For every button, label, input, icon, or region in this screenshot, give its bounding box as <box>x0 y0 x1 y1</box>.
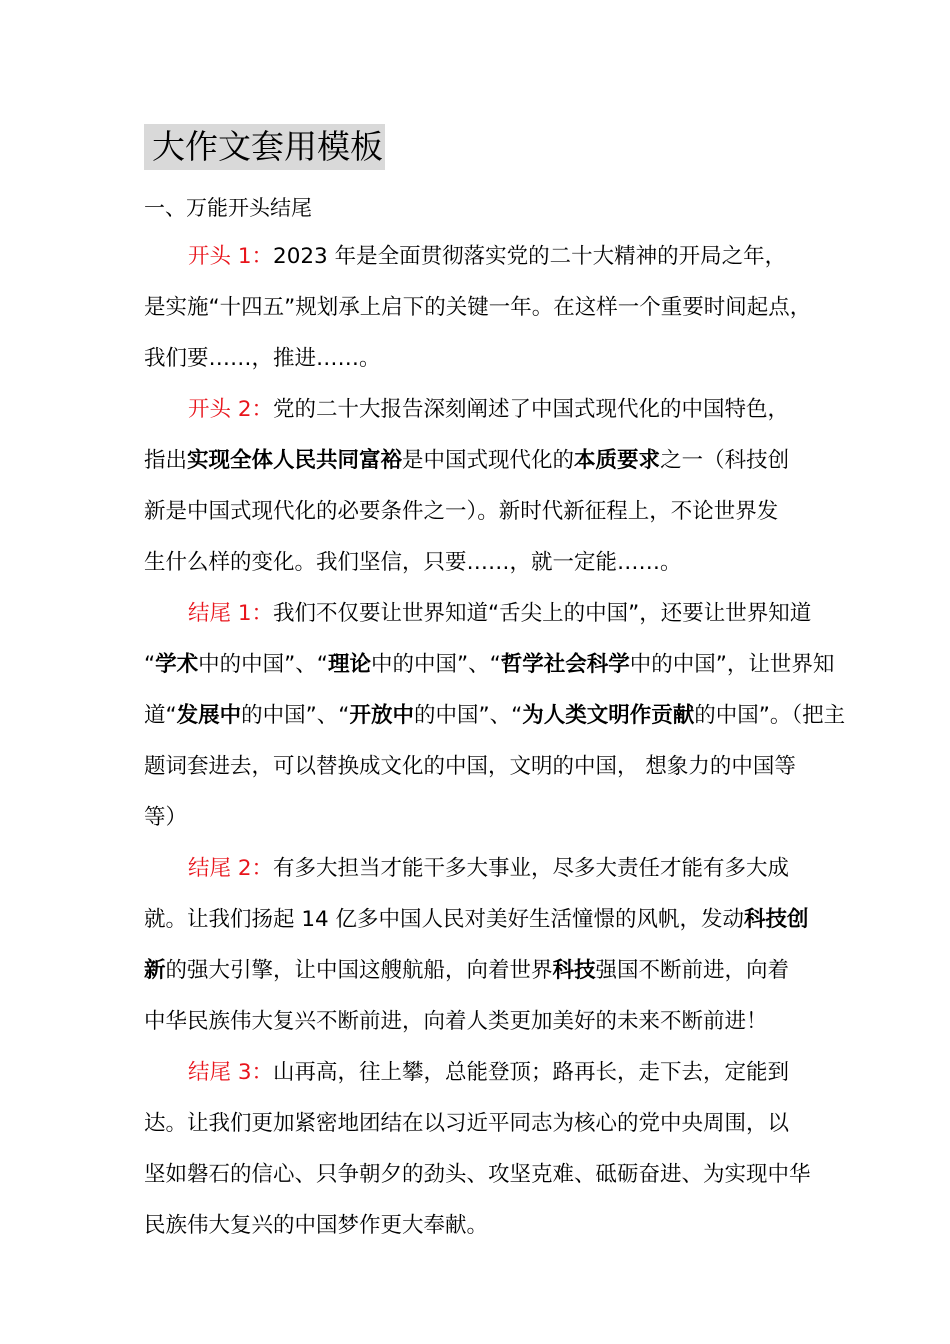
body-text: 党的二十大报告深刻阐述了中国式现代化的中国特色， <box>273 397 790 422</box>
body-text: 我们不仅要让世界知道“舌尖上的中国”，还要让世界知道 <box>273 601 812 626</box>
paragraph-line <box>144 384 824 435</box>
paragraph-opening-1 <box>144 231 824 384</box>
paragraph-opening-2 <box>144 384 824 588</box>
paragraph-line <box>144 894 824 945</box>
paragraph-line <box>144 1200 824 1251</box>
body-text: “ <box>144 652 156 677</box>
body-text: 民族伟大复兴的中国梦作更大奉献。 <box>144 1213 489 1238</box>
body-text: 强国不断前进，向着 <box>595 958 790 983</box>
paragraph-line <box>144 843 824 894</box>
paragraph-line <box>144 1098 824 1149</box>
body-text: 的中国”、“ <box>241 703 350 728</box>
body-text: 我们要……，推进……。 <box>144 346 381 371</box>
paragraph-closing-2 <box>144 843 824 1047</box>
paragraph-line <box>144 996 824 1047</box>
paragraph-line <box>144 741 824 792</box>
body-text: 道“ <box>144 703 177 728</box>
paragraph-line <box>144 588 824 639</box>
paragraph-closing-3 <box>144 1047 824 1251</box>
body-text: 是实施“十四五”规划承上启下的关键一年。在这样一个重要时间起点， <box>144 295 812 320</box>
body-text: 就。让我们扬起 14 亿多中国人民对美好生活憧憬的风帆，发动 <box>144 907 745 932</box>
emphasis-text: 科技 <box>552 958 596 983</box>
emphasis-text: 实现全体人民共同富裕 <box>187 448 403 473</box>
paragraph-line <box>144 435 824 486</box>
body-text: 中的中国”、“ <box>370 652 501 677</box>
emphasis-text: 发展中 <box>176 703 242 728</box>
body-text: 中华民族伟大复兴不断前进，向着人类更加美好的未来不断前进！ <box>144 1009 768 1034</box>
document-title: 大作文套用模板 <box>144 124 385 170</box>
emphasis-text: 哲学社会科学 <box>500 652 630 677</box>
paragraph-line <box>144 1149 824 1200</box>
paragraph-line <box>144 231 824 282</box>
body-text: 题词套进去，可以替换成文化的中国，文明的中国， 想象力的中国等 <box>144 754 796 779</box>
body-text: 的中国”、“ <box>413 703 523 728</box>
body-text: 中的中国”、“ <box>198 652 328 677</box>
paragraph-line <box>144 945 824 996</box>
body-text: 坚如磐石的信心、只争朝夕的劲头、攻坚克难、砥砺奋进、为实现中华 <box>144 1162 811 1187</box>
paragraph-line <box>144 537 824 588</box>
paragraph-label: 结尾 2： <box>188 856 274 881</box>
paragraph-label: 开头 2： <box>188 397 274 422</box>
paragraph-line <box>144 792 824 843</box>
paragraph-line <box>144 333 824 384</box>
body-text: 是中国式现代化的 <box>402 448 575 473</box>
body-text: 2023 年是全面贯彻落实党的二十大精神的开局之年， <box>273 244 787 269</box>
paragraph-label: 结尾 3： <box>188 1060 274 1085</box>
paragraph-closing-1 <box>144 588 846 843</box>
emphasis-text: 本质要求 <box>574 448 661 473</box>
emphasis-text: 科技创 <box>744 907 809 932</box>
body-text: 生什么样的变化。我们坚信，只要……，就一定能……。 <box>144 550 682 575</box>
body-text: 新是中国式现代化的必要条件之一）。新时代新征程上，不论世界发 <box>144 499 779 524</box>
body-text: 的中国”。（把主 <box>694 703 846 728</box>
body-text: 有多大担当才能干多大事业，尽多大责任才能有多大成 <box>273 856 790 881</box>
paragraph-label: 结尾 1： <box>188 601 274 626</box>
emphasis-text: 学术 <box>155 652 199 677</box>
paragraph-line <box>144 486 824 537</box>
paragraph-line <box>144 639 835 690</box>
paragraph-line <box>144 1047 824 1098</box>
body-text: 中的中国”，让世界知 <box>629 652 835 677</box>
paragraph-line <box>144 282 824 333</box>
emphasis-text: 为人类文明作贡献 <box>522 703 695 728</box>
body-text: 等） <box>144 805 188 830</box>
emphasis-text: 理论 <box>327 652 371 677</box>
body-text: 达。让我们更加紧密地团结在以习近平同志为核心的党中央周围，以 <box>144 1111 790 1136</box>
emphasis-text: 开放中 <box>349 703 414 728</box>
paragraph-line <box>144 690 846 741</box>
body-text: 山再高，往上攀，总能登顶；路再长，走下去，定能到 <box>273 1060 790 1085</box>
body-text: 指出 <box>144 448 188 473</box>
paragraph-label: 开头 1： <box>188 244 274 269</box>
body-text: 之一（科技创 <box>660 448 790 473</box>
body-text: 的强大引擎，让中国这艘航船，向着世界 <box>165 958 553 983</box>
emphasis-text: 新 <box>144 958 166 983</box>
section-heading: 一、万能开头结尾 <box>144 196 312 220</box>
